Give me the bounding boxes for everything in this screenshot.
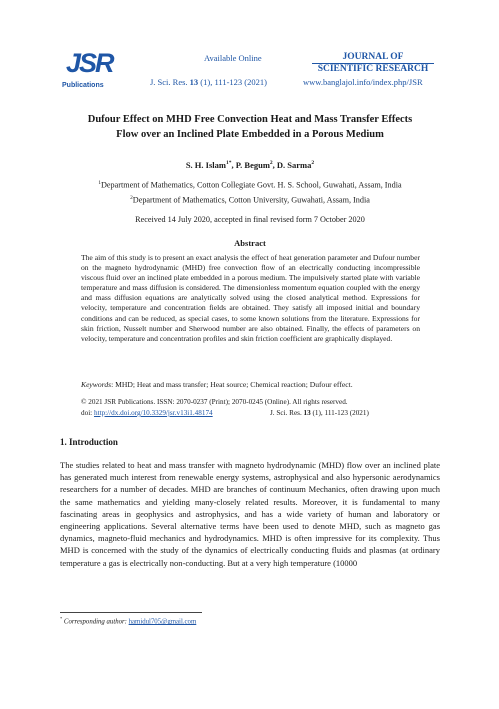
author-mark: 1* (225, 160, 232, 167)
journal-name-line1: JOURNAL OF (342, 52, 404, 62)
doi-line (81, 409, 421, 417)
author-name: D. Sarma (276, 160, 312, 170)
corresponding-email-link[interactable]: hamidul705@gmail.com (128, 618, 197, 626)
section-heading-introduction: 1. Introduction (60, 437, 118, 447)
keywords (81, 380, 421, 389)
affiliation-text: Department of Mathematics, Cotton University, Guwahati, Assam, India (132, 195, 370, 205)
paper-title-line2: Flow over an Inclined Plate Embedded in a Porous Medium (116, 129, 384, 140)
keywords-label: Keywords (81, 380, 112, 389)
doi-citation-volume: 13 (303, 409, 311, 417)
header-citation (150, 77, 267, 87)
doi-citation-rest: (1), 111-123 (2021) (312, 409, 369, 417)
footnote-label: Corresponding author: (63, 618, 127, 626)
author-mark: 2 (269, 160, 273, 167)
footnote-mark: * (60, 616, 63, 621)
doi-citation (270, 409, 369, 417)
introduction-text: The studies related to heat and mass transfer with magneto hydrodynamic (MHD) flow over an inclined plate has generated much interest from renewable energy systems, astrophysical and also hypersonic aerodynamics researchers for a number of decades. MHD are branches of continuum Mechanics, often drawing upon much the same mathematics and yielding many-closely related results. Moreover, it is fundamental to many fascinating areas in geophysics and astrophysics, and has a wide variety of human and laboratory or engineering applications. Several alternative terms have been used to denote MHD, such as magneto gas dynamics, magneto-fluid mechanics and hydrodynamics. MHD is often impressive for its complexity. Thus MHD is concerned with the study of the dynamics of electrically conducting fluids and plasmas (at ordinary temperature a gas is electrically non-conducting. But at a very high temperature (10000 (60, 460, 440, 568)
logo-subtitle: Publications (62, 82, 104, 89)
doi-label: doi: (81, 409, 93, 417)
footnote (60, 616, 196, 625)
abstract-heading: Abstract (234, 238, 266, 248)
journal-name (312, 52, 434, 75)
citation-journal: J. Sci. Res. (150, 77, 188, 87)
author-name: S. H. Islam (185, 160, 226, 170)
author-mark: 2 (311, 160, 315, 167)
doi-link[interactable]: http://dx.doi.org/10.3329/jsr.v13i1.48174 (93, 409, 213, 417)
logo-mark: JSR (66, 48, 113, 78)
affiliation (60, 180, 440, 190)
copyright-notice: © 2021 JSR Publications. ISSN: 2070-0237 (Print); 2070-0245 (Online). All rights reserved. (81, 398, 348, 406)
doi-citation-journal: J. Sci. Res. (270, 409, 302, 417)
journal-name-line2: SCIENTIFIC RESEARCH (312, 63, 434, 75)
journal-website-link[interactable]: www.banglajol.info/index.php/JSR (303, 77, 423, 87)
citation-rest: (1), 111-123 (2021) (200, 77, 267, 87)
citation-volume: 13 (189, 77, 199, 87)
available-online: Available Online (204, 53, 262, 63)
affiliation (60, 195, 440, 205)
paper-title (60, 112, 440, 142)
author-list: S. H. Islam$^{1*}$, P. Begum$^2$, D. Sarma$^2$ (185, 160, 315, 170)
affiliation-text: Department of Mathematics, Cotton Collegiate Govt. H. S. School, Guwahati, Assam, India (101, 180, 402, 190)
keywords-list: : MHD; Heat and mass transfer; Heat source; Chemical reaction; Dufour effect. (111, 380, 353, 389)
abstract-text: The aim of this study is to present an exact analysis the effect of heat generation parameter and Dufour number on the magneto hydrodynamic (MHD) free convection flow of an electrically conducting incompressible viscous fluid over an inclined plate embedded in a porous medium. The impulsively started plate with variable temperature and mass diffusion is considered. The dimensionless momentum equation coupled with the energy and mass diffusion equations are analytically solved using the closed analytical method. Expressions for velocity, temperature and concentration fields are obtained. They satisfy all imposed initial and boundary conditions and can be reduced, as special cases, to some known solutions from the literature. Expressions for skin friction, Nusselt number and Sherwood number are also obtained. Finally, the effects of parameters on velocity, temperature and concentration profiles and skin friction coefficient are graphically displayed. (81, 253, 420, 343)
footnote-divider (60, 612, 202, 613)
journal-logo (62, 48, 120, 94)
affiliation-mark: 2 (130, 195, 133, 201)
author-name: P. Begum (235, 160, 270, 170)
paper-title-line1: Dufour Effect on MHD Free Convection Heat and Mass Transfer Effects (87, 114, 413, 125)
received-dates: Received 14 July 2020, accepted in final revised form 7 October 2020 (135, 215, 365, 224)
affiliation-mark: 1 (98, 180, 102, 186)
